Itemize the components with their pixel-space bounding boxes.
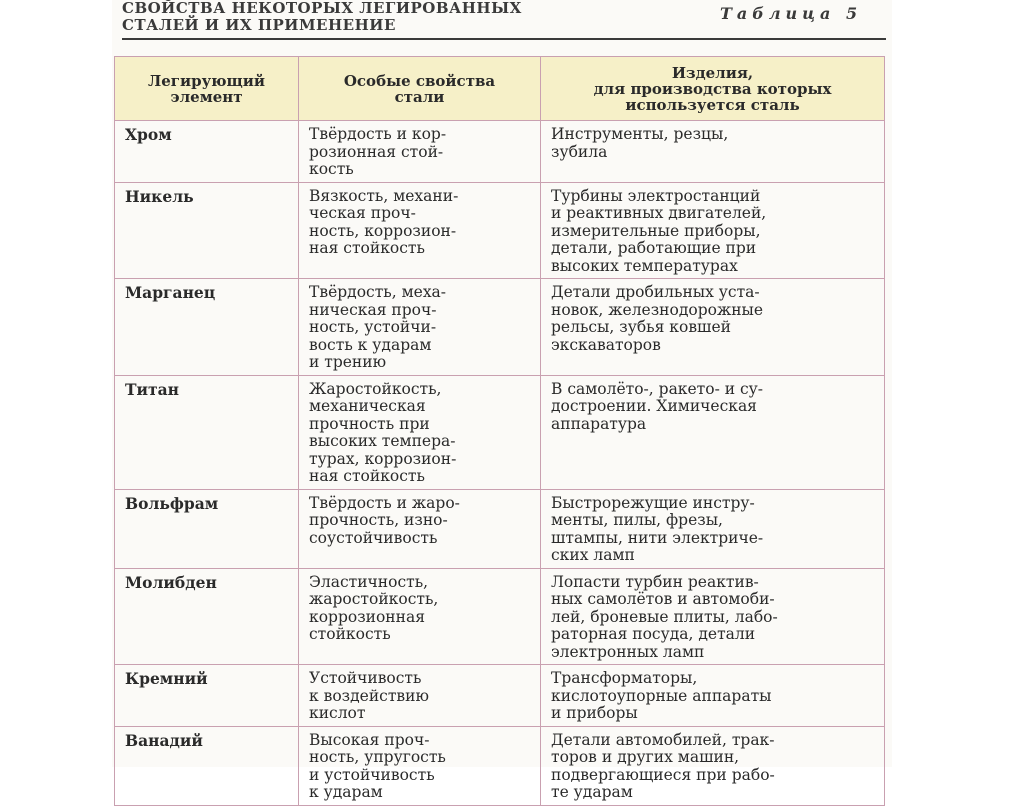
cell-properties: Эластичность, жаростойкость, коррозионная стойкость [299,568,541,665]
table-row [115,489,885,568]
table-row [115,121,885,183]
cell-products: Инструменты, резцы, зубила [541,121,885,183]
cell-element: Марганец [115,279,299,376]
cell-products: Лопасти турбин реактив- ных самолётов и автомоби- лей, броневые плиты, лабо- раторная посуда, детали электронных ламп [541,568,885,665]
cell-products: Детали автомобилей, трак- торов и других машин, подвергающиеся при рабо- те ударам [541,726,885,805]
cell-properties: Устойчивость к воздействию кислот [299,665,541,727]
table-row [115,279,885,376]
cell-properties: Жаростойкость, механическая прочность при высоких темпера- турах, коррозион- ная стойкость [299,375,541,489]
alloy-steel-table [114,56,885,806]
cell-element: Молибден [115,568,299,665]
cell-properties: Твёрдость и кор- розионная стой- кость [299,121,541,183]
cell-products: Детали дробильных уста- новок, железнодорожные рельсы, зубья ковшей экскаваторов [541,279,885,376]
header-alloying-element: Легирующий элемент [115,57,299,121]
table-caption: СВОЙСТВА НЕКОТОРЫХ ЛЕГИРОВАННЫХ СТАЛЕЙ И ИХ ПРИМЕНЕНИЕ [122,0,522,34]
cell-products: Быстрорежущие инстру- менты, пилы, фрезы, штампы, нити электриче- ских ламп [541,489,885,568]
cell-element: Никель [115,182,299,279]
cell-element: Хром [115,121,299,183]
cell-properties: Высокая проч- ность, упругость и устойчивость к ударам [299,726,541,805]
cell-products: В самолёто-, ракето- и су- достроении. Химическая аппаратура [541,375,885,489]
cell-properties: Вязкость, механи- ческая проч- ность, коррозион- ная стойкость [299,182,541,279]
table-row [115,665,885,727]
cell-products: Турбины электростанций и реактивных двигателей, измерительные приборы, детали, работающие при высоких температурах [541,182,885,279]
cell-products: Трансформаторы, кислотоупорные аппараты и приборы [541,665,885,727]
cell-element: Вольфрам [115,489,299,568]
cell-element: Титан [115,375,299,489]
cell-properties: Твёрдость, меха- ническая проч- ность, устойчи- вость к ударам и трению [299,279,541,376]
table-row [115,182,885,279]
cell-element: Кремний [115,665,299,727]
table-number-label: Таблица 5 [720,4,863,23]
table-row [115,375,885,489]
table-header-row [115,57,885,121]
table-row [115,568,885,665]
cell-element: Ванадий [115,726,299,805]
caption-divider [122,38,886,40]
cell-properties: Твёрдость и жаро- прочность, изно- соустойчивость [299,489,541,568]
header-products: Изделия, для производства которых используется сталь [541,57,885,121]
table-row [115,726,885,805]
header-special-properties: Особые свойства стали [299,57,541,121]
